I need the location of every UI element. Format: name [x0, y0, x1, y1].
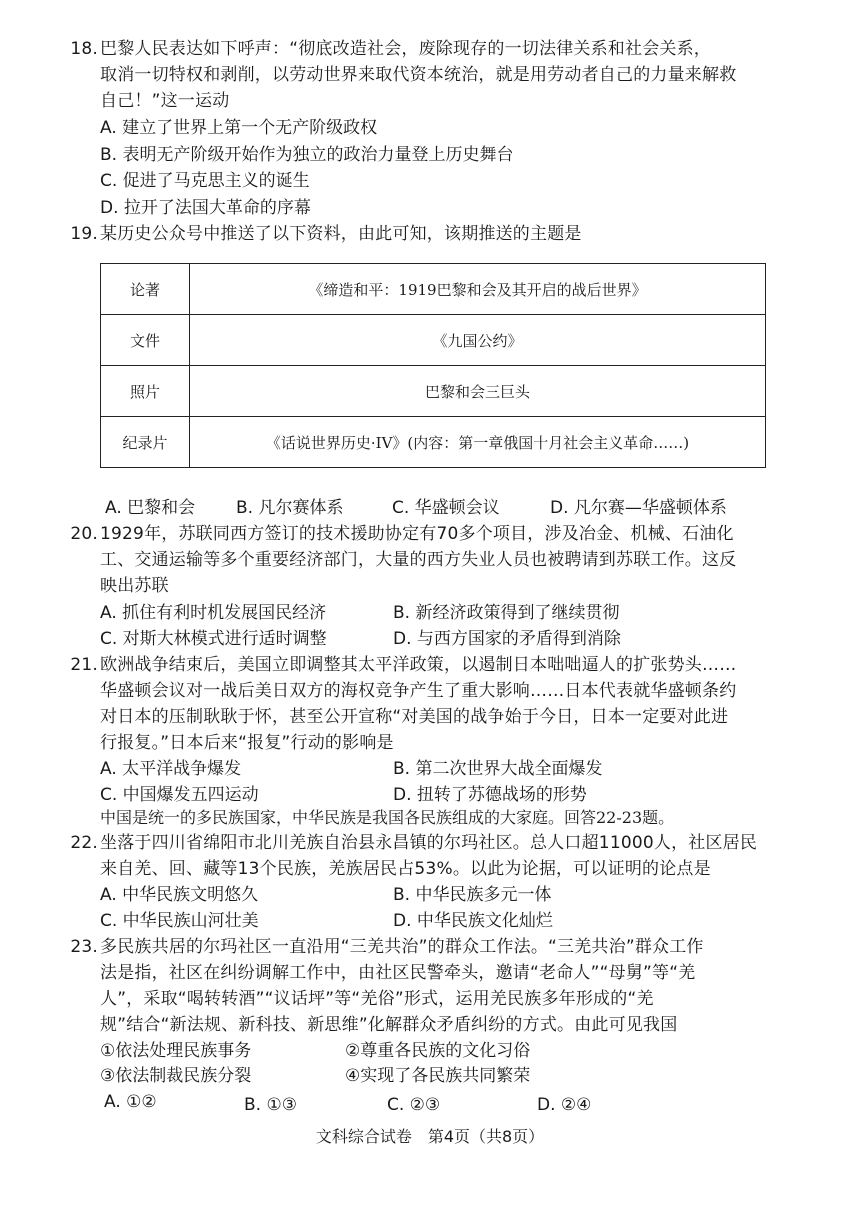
q21-option-b: B. 第二次世界大战全面爆发	[393, 759, 603, 779]
q20-option-d: D. 与西方国家的矛盾得到消除	[393, 629, 621, 649]
table-cell-label: 论著	[101, 264, 190, 315]
q18-number: 18.	[70, 39, 98, 59]
q18-option-b: B. 表明无产阶级开始作为独立的政治力量登上历史舞台	[100, 145, 514, 165]
table-cell-label: 照片	[101, 366, 190, 417]
q23-number: 23.	[70, 937, 98, 957]
q20-stem-line-3: 映出苏联	[100, 576, 169, 596]
table-cell-label: 文件	[101, 315, 190, 366]
q23-stem-line-2: 法是指，社区在纠纷调解工作中，由社区民警牵头，邀请“老命人”“母舅”等“羌	[100, 963, 696, 983]
q23-item-3: ③依法制裁民族分裂	[100, 1066, 252, 1086]
q21-stem-line-3: 对日本的压制耿耿于怀，甚至公开宣称“对美国的战争始于今日，日本一定要对此进	[100, 707, 729, 727]
table-cell-content: 巴黎和会三巨头	[190, 366, 766, 417]
q23-stem-line-4: 规”结合“新法规、新科技、新思维”化解群众矛盾纠纷的方式。由此可见我国	[100, 1015, 678, 1035]
q18-stem-line-2: 取消一切特权和剥削，以劳动世界来取代资本统治，就是用劳动者自己的力量来解救	[100, 65, 737, 85]
table-cell-label: 纪录片	[101, 417, 190, 468]
q23-item-1: ①依法处理民族事务	[100, 1041, 252, 1061]
table-cell-content: 《九国公约》	[190, 315, 766, 366]
table-row	[101, 366, 766, 417]
q20-stem-line-2: 工、交通运输等多个重要经济部门，大量的西方失业人员也被聘请到苏联工作。这反	[100, 550, 737, 570]
q23-option-d: D. ②④	[537, 1095, 592, 1115]
q20-option-a: A. 抓住有利时机发展国民经济	[100, 603, 327, 623]
q19-option-d: D. 凡尔赛—华盛顿体系	[550, 498, 727, 518]
q22-option-b: B. 中华民族多元一体	[393, 885, 552, 905]
q23-stem-line-1: 23. 多民族共居的尔玛社区一直沿用“三羌共治”的群众工作法。“三羌共治”群众工作	[100, 936, 704, 958]
q19-option-a: A. 巴黎和会	[105, 498, 196, 518]
q18-stem-line-3: 自己！”这一运动	[100, 91, 230, 111]
q19-option-b: B. 凡尔赛体系	[236, 498, 344, 518]
q23-item-2: ②尊重各民族的文化习俗	[345, 1041, 531, 1061]
q19-number: 19.	[70, 224, 98, 244]
q21-option-a: A. 太平洋战争爆发	[100, 759, 242, 779]
q22-stem-line-1: 22. 坐落于四川省绵阳市北川羌族自治县永昌镇的尔玛社区。总人口超11000人，社区居民	[100, 832, 757, 854]
q18-stem-line-1: 18. 巴黎人民表达如下呼声：“彻底改造社会，废除现存的一切法律关系和社会关系，	[100, 38, 711, 60]
q20-option-b: B. 新经济政策得到了继续贯彻	[393, 603, 620, 623]
q22-option-d: D. 中华民族文化灿烂	[393, 911, 553, 931]
q21-number: 21.	[70, 655, 98, 675]
q23-option-a: A. ①②	[104, 1092, 157, 1112]
q18-option-c: C. 促进了马克思主义的诞生	[100, 171, 310, 191]
intro-22-23: 中国是统一的多民族国家，中华民族是我国各民族组成的大家庭。回答22-23题。	[100, 808, 675, 827]
q22-number: 22.	[70, 833, 98, 853]
q23-option-c: C. ②③	[387, 1095, 441, 1115]
q18-option-a: A. 建立了世界上第一个无产阶级政权	[100, 118, 378, 138]
q19-option-c: C. 华盛顿会议	[392, 498, 500, 518]
q18-option-d: D. 拉开了法国大革命的序幕	[100, 198, 311, 218]
table-cell-content: 《缔造和平：1919巴黎和会及其开启的战后世界》	[190, 264, 766, 315]
table-row	[101, 417, 766, 468]
q19-stem: 19. 某历史公众号中推送了以下资料，由此可知，该期推送的主题是	[100, 223, 582, 245]
table-row	[101, 315, 766, 366]
q21-option-c: C. 中国爆发五四运动	[100, 785, 259, 805]
q23-option-b: B. ①③	[244, 1095, 297, 1115]
q19-source-table	[100, 263, 766, 468]
q20-number: 20.	[70, 524, 98, 544]
table-cell-content: 《话说世界历史·IV》(内容：第一章俄国十月社会主义革命……)	[190, 417, 766, 468]
q22-option-c: C. 中华民族山河壮美	[100, 911, 259, 931]
table-row	[101, 264, 766, 315]
q21-stem-line-4: 行报复。”日本后来“报复”行动的影响是	[100, 733, 394, 753]
q22-stem-line-2: 来自羌、回、藏等13个民族，羌族居民占53%。以此为论据，可以证明的论点是	[100, 859, 711, 879]
q21-stem-line-1: 21. 欧洲战争结束后，美国立即调整其太平洋政策，以遏制日本咄咄逼人的扩张势头……	[100, 654, 736, 676]
q20-stem-line-1: 20. 1929年，苏联同西方签订的技术援助协定有70多个项目，涉及冶金、机械、石油化	[100, 523, 734, 545]
page-footer: 文科综合试卷 第4页（共8页）	[315, 1127, 545, 1146]
q23-item-4: ④实现了各民族共同繁荣	[345, 1066, 531, 1086]
q22-option-a: A. 中华民族文明悠久	[100, 885, 259, 905]
q21-stem-line-2: 华盛顿会议对一战后美日双方的海权竞争产生了重大影响……日本代表就华盛顿条约	[100, 681, 737, 701]
q21-option-d: D. 扭转了苏德战场的形势	[393, 785, 587, 805]
q20-option-c: C. 对斯大林模式进行适时调整	[100, 629, 327, 649]
q23-stem-line-3: 人”，采取“喝转转酒”“议话坪”等“羌俗”形式，运用羌民族多年形成的“羌	[100, 989, 654, 1009]
